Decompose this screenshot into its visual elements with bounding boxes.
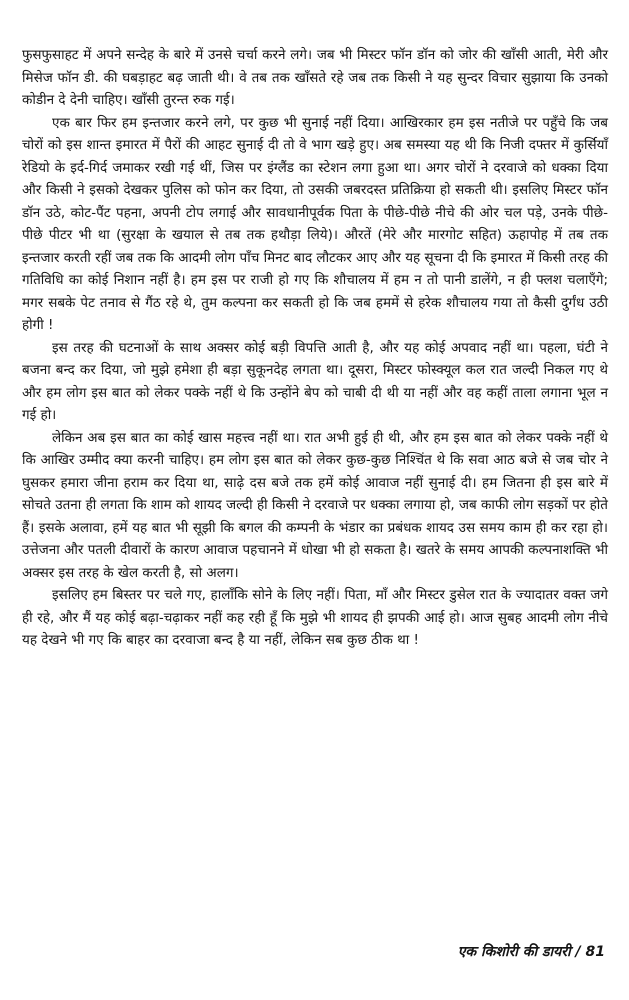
paragraph-2: एक बार फिर हम इन्तजार करने लगे, पर कुछ भी सुनाई नहीं दिया। आखिरकार हम इस नतीजे पर पहुँचे कि जब चोरों को इस शान्त इमारत में पैरों की आहट सुनाई दी तो वे भाग खड़े हुए। अब समस्या यह थी कि निजी दफ्तर में कुर्सियाँ रेडियो के इर्द-गिर्द जमाकर रखी गई थीं, जिस पर इंग्लैंड का स्टेशन लगा हुआ था। अगर चोरों ने दरवाजे को धक्का दिया और किसी ने इसको देखकर पुलिस को फोन कर दिया, तो उसकी जबरदस्त प्रतिक्रिया हो सकती थी। इसलिए मिस्टर फॉन डॉन उठे, कोट-पैंट पहना, अपनी टोप लगाई और सावधानीपूर्वक पिता के पीछे-पीछे नीचे की ओर चल पड़े, उनके पीछे-पीछे पीटर भी था (सुरक्षा के खयाल से तब तक हथौड़ा लिये)। औरतें (मेरे और मारगोट सहित) ऊहापोह में तब तक इन्तजार करती रहीं जब तक कि आदमी लोग पाँच मिनट बाद लौटकर आए और यह सूचना दी कि इमारत में किसी तरह की गतिविधि का कोई निशान नहीं है। हम इस पर राजी हो गए कि शौचालय में हम न तो पानी डालेंगे, न ही फ्लश चलाएँगे; मगर सबके पेट तनाव से गैंठ रहे थे, तुम कल्पना कर सकती हो कि जब हममें से हरेक शौचालय गया तो कैसी दुर्गंध उठी होगी !: [22, 114, 608, 333]
page-body: [22, 44, 608, 652]
paragraph-3: इस तरह की घटनाओं के साथ अक्सर कोई बड़ी विपत्ति आती है, और यह कोई अपवाद नहीं था। पहला, घंटी ने बजना बन्द कर दिया, जो मुझे हमेशा ही बड़ा सुकूनदेह लगता था। दूसरा, मिस्टर फोस्क्यूल कल रात जल्दी निकल गए थे और हम लोग इस बात को लेकर पक्के नहीं थे कि उन्होंने बेप को चाबी दी थी या नहीं और वह कहीं ताला लगाना भूल न गई हो।: [22, 339, 608, 423]
paragraph-1: फुसफुसाहट में अपने सन्देह के बारे में उनसे चर्चा करने लगे। जब भी मिस्टर फॉन डॉन को जोर की खाँसी आती, मेरी और मिसेज फॉन डी. की घबड़ाहट बढ़ जाती थी। वे तब तक खाँसते रहे जब तक किसी ने यह सुन्दर विचार सुझाया कि उनको कोडीन दे देनी चाहिए। खाँसी तुरन्त रुक गई।: [22, 47, 608, 108]
page-footer: एक किशोरी की डायरी / 81: [457, 944, 605, 960]
paragraph-5: इसलिए हम बिस्तर पर चले गए, हालाँकि सोने के लिए नहीं। पिता, माँ और मिस्टर डुसेल रात के ज्यादातर वक्त जगे ही रहे, और मैं यह कोई बढ़ा-चढ़ाकर नहीं कह रही हूँ कि मुझे भी शायद ही झपकी आई हो। आज सुबह आदमी लोग नीचे यह देखने भी गए कि बाहर का दरवाजा बन्द है या नहीं, लेकिन सब कुछ ठीक था !: [22, 587, 608, 648]
paragraph-4: लेकिन अब इस बात का कोई खास महत्त्व नहीं था। रात अभी हुई ही थी, और हम इस बात को लेकर पक्के नहीं थे कि आखिर उम्मीद क्या करनी चाहिए। हम लोग इस बात को लेकर कुछ-कुछ निश्चिंत थे कि सवा आठ बजे से जब चोर ने घुसकर हमारा जीना हराम कर दिया था, साढ़े दस बजे तक हमें कोई आवाज नहीं सुनाई दी। हम जितना ही इस बारे में सोचते उतना ही लगता कि शाम को शायद जल्दी ही किसी ने दरवाजे पर धक्का लगाया हो, जब काफी लोग सड़कों पर होते हैं। इसके अलावा, हमें यह बात भी सूझी कि बगल की कम्पनी के भंडार का प्रबंधक शायद उस समय काम ही कर रहा हो। उत्तेजना और पतली दीवारों के कारण आवाज पहचानने में धोखा भी हो सकता है। खतरे के समय आपकी कल्पनाशक्ति भी अक्सर इस तरह के खेल करती है, सो अलग।: [22, 429, 608, 581]
